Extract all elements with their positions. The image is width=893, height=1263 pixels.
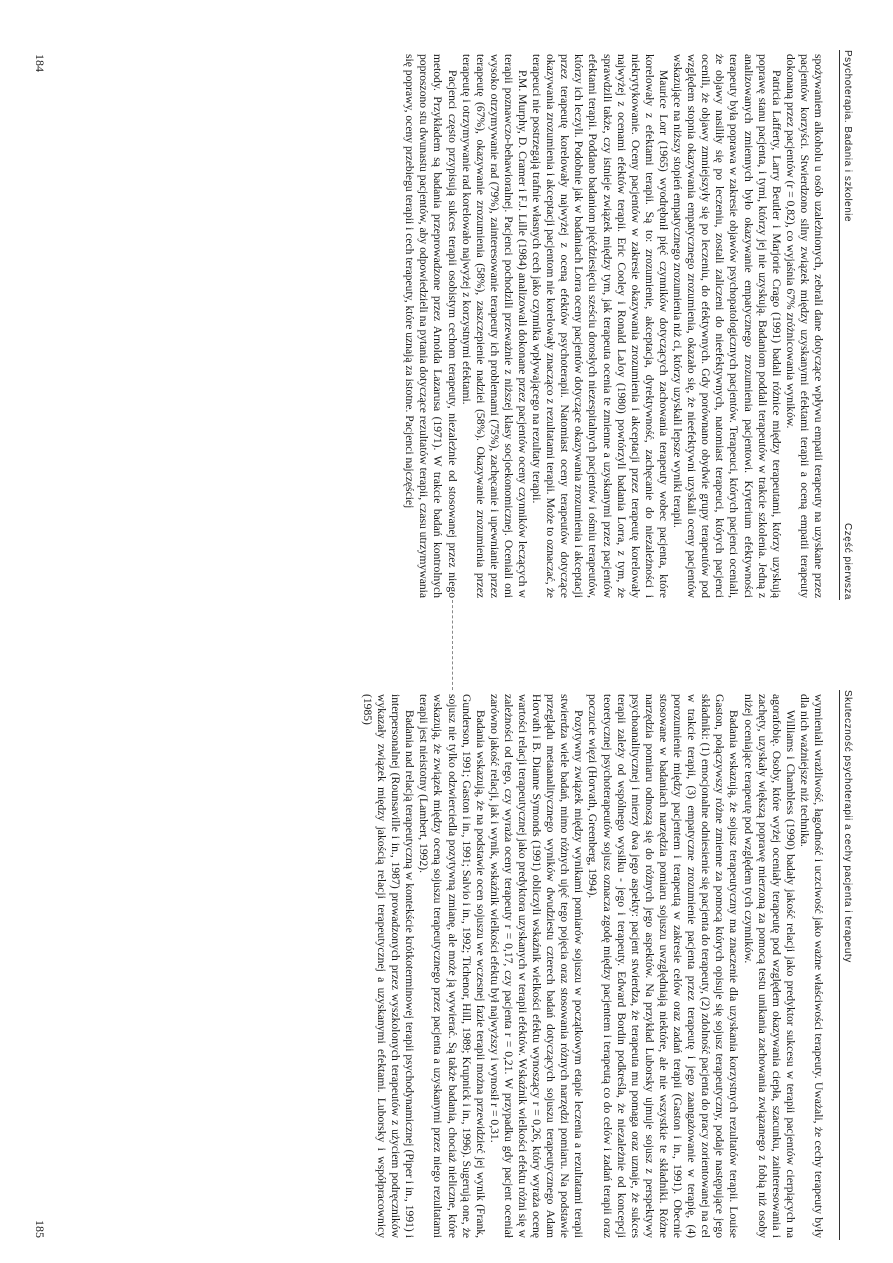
running-head-section: Część pierwsza [842,522,853,600]
paragraph: Badania wskazują, że sojusz terapeutyczny ma znaczenie dla uzyskania korzystnych rezultatów terapii. Louise Gaston, połączywszy różne zmienne za pomocą których opisuje się sojusz terapeutyczny, podaje następujące jego składniki: (1) emocjonalne odniesienie się pacjenta do terapeuty, (2) zdolność pacjenta do pracy zorientowanej na cel w trakcie terapii, (3) empatyczne zrozumienie pacjenta przez terapeutę i jego zaangażowanie w terapię, (4) porozumienie między pacjentem i terapeutą w zakresie celów oraz zadań terapii (Gaston i in., 1991). Obecnie stosowane w badaniach narzędzia pomiaru sojuszu uwzględniają niektóre, ale nie wszystkie te składniki. Różne narzędzia pomiaru odnoszą się do różnych jego aspektów. Na przykład Luborsky ujmuje sojusz z perspektywy psychoanalitycznej i mierzy dwa jego aspekty: pacjent stwierdza, że terapeuta mu pomaga oraz uznaje, że sukces terapii zależy od wspólnego wysiłku - jego i terapeuty. Edward Bordin podkreśla, że niezależnie od koncepcji teoretycznej psychoterapeutów sojusz oznacza zgodę między pacjentem i terapeutą co do celów i zadań terapii oraz poczucie więzi (Horvath, Greenberg, 1994). [586,694,741,1238]
page-number: 185 [33,1220,47,1238]
running-head [839,50,853,600]
paragraph: Maurice Lorr (1965) wyodrębnił pięć czynników dotyczących zachowania terapeuty wobec pacjenta, które korelowały z efektami terapii. Są to: zrozumienie, akceptacja, dyrektywność, zachęcanie do niezależności i niekrytykowanie. Oceny pacjentów w zakresie okazywania zrozumienia i akceptacji przez terapeutę korelowały najwyżej z ocenami efektów terapii. Eric Cooley i Ronald LaJoy (1980) powtórzyli badania Lorra, z tym, że sprawdzili także, czy istnieje związek między tym, jak terapeuta ocenia te zmienne a uzyskanymi przez pacjentów efektami terapii. Poddano badaniom pięćdziesięciu sześciu dorosłych niezespitalnych pacjentów i ośmiu terapeutów, którzy ich leczyli. Podobnie jak w badaniach Lorra oceny pacjentów dotyczące okazywania zrozumienia i akceptacji przez terapeutę korelowały najwyżej z oceną efektów psychoterapii. Natomiast oceny terapeutów dotyczące okazywania zrozumienia i akceptacji pacjentom nie korelowały znacząco z rezultatami terapii. Może to oznaczać, że terapeuci nie postrzegają trafnie własnych cech jako czynnika wpływającego na rezultaty terapii. [530,54,670,598]
paragraph: Badania nad relacją terapeutyczną w kontekście krótkoterminowej terapii psychodynamicznej (Piper i in., 1991) i interpersonalnej (Rounsaville i in., 1987) prowadzonych przez wyszkolonych terapeutów z użyciem podręczników wykazały związek między jakością relacji terapeutycznej a uzyskanymi efektami. Luborsky i współpracownicy (1985) [361,694,417,1238]
paragraph: spożywaniem alkoholu u osób uzależnionych, zebrali dane dotyczące wpływu empatii terapeuty na uzyskane przez pacjentów korzyści. Stwierdzono silny związek między uzyskanymi efektami terapii a oceną empatii terapeuty dokonaną przez pacjentów (r = 0,82), co wyjaśnia 67% zróżnicowania wyników. [783,54,825,598]
paragraph: P.M. Murphy, D. Cramer i F.J. Lille (1984) analizowali dokonane przez pacjentów oceny czynników leczących w terapii poznawczo-behawioralnej. Pacjenci pochodzili przeważnie z niższej klasy socjoekonomicznej. Oceniali oni wysoko otrzymywanie rad (79%), zainteresowanie terapeuty ich problemami (75%), zachęcanie i upewnianie przez terapeutę (67%), okazywanie zrozumienia (58%), zaszczepienie nadziei (58%). Okazywanie zrozumienia przez terapeutę i otrzymywanie rad korelowało najwyżej z korzystnymi efektami. [459,54,530,598]
paragraph: Williams i Chambless (1990) badały jakość relacji jako predyktor sukcesu w terapii pacjentów cierpiących na agorafobię. Osoby, które wyżej oceniały terapeutę pod względem okazywania ciepła, szacunku, zainteresowania i zachęty, uzyskały większą poprawę mierzoną za pomocą testu unikania zachowania związanego z fobią niż osoby niżej oceniające terapeutę pod względem tych czynników. [741,694,797,1238]
paragraph: wymieniali wrażliwość, łagodność i uczciwość jako ważne właściwości terapeuty. Uważali, że cechy terapeuty były dla nich ważniejsze niż technika. [797,694,825,1238]
page-number: 184 [33,54,47,72]
running-head-title: Psychoterapia. Badania i szkolenie [842,50,853,223]
paragraph: Pacjenci często przypisują sukces terapii osobistym cechom terapeuty, niezależnie od stosowanej przez niego metody. Przykładem są badania przeprowadzone przez Arnolda Lazarusa (1971). W trakcie badań kontrolnych poproszono stu dwunastu pacjentów, aby odpowiedzieli na pytania dotyczące rezultatów terapii, czasu utrzymywania się poprawy, oceny przebiegu terapii i cech terapeuty, które uznają za istotne. Pacjenci najczęściej [403,54,459,598]
paragraph: Pozytywny związek między wynikami pomiarów sojuszu w początkowym etapie leczenia a rezultatami terapii stwierdza wiele badań, mimo różnych ujęć tego pojęcia oraz stosowania różnych narzędzi pomiaru. Na podstawie przeglądu metaanalitycznego wyników dwudziestu czterech badań dotyczących sojuszu terapeutycznego Adam Horvath i B. Dianne Symonds (1991) obliczyli wskaźnik wielkości efektu wynoszący r = 0,26, który wyraża ocenę wartości relacji terapeutycznej jako predyktora uzyskanych w terapii efektów. Wskaźnik wielkości efektu różni się w zależności od tego, czy wyraża oceny terapeuty r = 0,17, czy pacjenta r = 0,21. W przypadku gdy pacjent oceniał zarówno jakość relacji, jak i wynik, wskaźnik wielkości efektu był najwyższy i wynosił r = 0,31. [487,694,586,1238]
right-page [0,660,893,1260]
running-head-title: Skuteczność psychoterapii a cechy pacjenta i terapeuty [842,690,853,963]
left-page [0,20,893,620]
body-text [60,54,825,598]
paragraph: Badania wskazują, że na podstawie ocen sojuszu we wczesnej fazie terapii można przewidzieć jej wynik (Frank, Gunderson, 1991; Gaston i in., 1991; Salvio i in., 1992; Tichenor, Hill, 1989; Krupnick i in., 1996). Sugerują one, że sojusz nie tylko odzwierciedla pozytywną zmianę, ale może ją wywierać. Są także badania, chociaż nieliczne, które wskazują, że związek między oceną sojuszu terapeutycznego przez pacjenta a uzyskanymi przez niego rezultatami terapii jest nieistotny (Lambert, 1992). [417,694,487,1238]
paragraph: Patricia Lafferty, Larry Beutler i Marjorie Crago (1991) badali różnice między terapeutami, którzy uzyskują poprawę stanu pacjenta, i tymi, którzy jej nie uzyskują. Badaniom poddali terapeutów w trakcie szkolenia. Jedną z analizowanych zmiennych było okazywanie empatycznego zrozumienia pacjentowi. Kryterium efektywności terapeuty była poprawa w zakresie objawów psychopatologicznych pacjentów. Terapeuci, których pacjenci oceniali, że objawy nasiliły się po leczeniu, zostali zaliczeni do nieefektywnych, natomiast terapeuci, których pacjenci ocenili, że objawy zmniejszyły się po leczeniu, do efektywnych. Gdy porównano obydwie grupy terapeutów pod względem stopnia okazywania empatycznego zrozumienia, okazało się, że nieefektywni uzyskali oceny pacjentów wskazujące na niższy stopień empatycznego zrozumienia niż ci, którzy uzyskali lepsze wyniki terapii. [671,54,783,598]
running-head [839,690,853,1240]
body-text [60,694,825,1238]
